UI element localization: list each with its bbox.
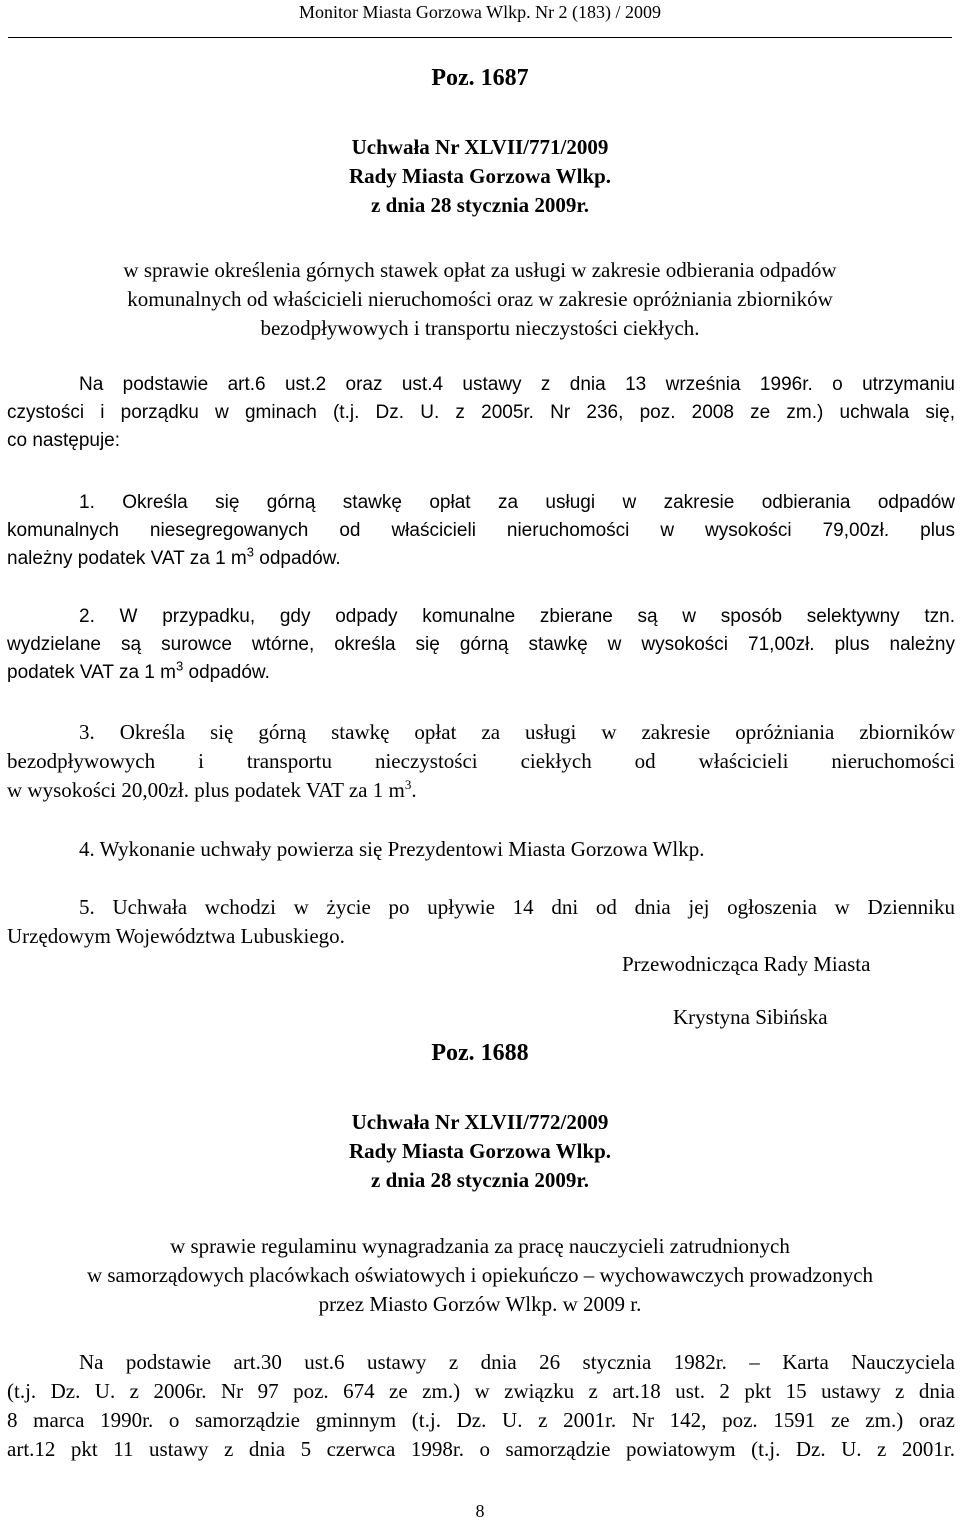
paragraph-line (7, 776, 955, 805)
paragraph-text: odpadów. (253, 548, 341, 569)
subject-line: w samorządowych placówkach oświatowych i opiekuńczo – wychowawczych prowadzonych (86, 1263, 874, 1287)
paragraph-line: 3. Określa się górną stawkę opłat za usługi w zakresie opróżniania zbiorników (79, 720, 955, 744)
subject-line: bezodpływowych i transportu nieczystości ciekłych. (260, 316, 700, 340)
signature-name: Krystyna Sibińska (673, 1005, 828, 1029)
resolution-date: z dnia 28 stycznia 2009r. (371, 193, 589, 217)
paragraph-line: wydzielane są surowce wtórne, określa się górną stawkę w wysokości 71,00zł. plus należny (7, 634, 955, 655)
resolution-subject (0, 256, 960, 343)
basis-line: Na podstawie art.6 ust.2 oraz ust.4 ustawy z dnia 13 września 1996r. o utrzymaniu (79, 374, 955, 395)
resolution-date: z dnia 28 stycznia 2009r. (371, 1168, 589, 1192)
paragraph-4 (7, 835, 955, 864)
subject-line: w sprawie określenia górnych stawek opłat za usługi w zakresie odbierania odpadów (123, 258, 837, 282)
paragraph-3 (7, 718, 955, 805)
basis-line: (t.j. Dz. U. z 2006r. Nr 97 poz. 674 ze zm.) w związku z art.18 ust. 2 pkt 15 ustawy z dnia (7, 1379, 955, 1403)
resolution-title (0, 133, 960, 220)
paragraph-line: 2. W przypadku, gdy odpady komunalne zbierane są w sposób selektywny tzn. (79, 606, 955, 627)
paragraph-line: 4. Wykonanie uchwały powierza się Prezydentowi Miasta Gorzowa Wlkp. (79, 837, 705, 861)
paragraph-line: bezodpływowych i transportu nieczystości ciekłych od właścicieli nieruchomości (7, 749, 955, 773)
subject-line: w sprawie regulaminu wynagradzania za pracę nauczycieli zatrudnionych (170, 1234, 790, 1258)
position-number: Poz. 1688 (431, 1040, 529, 1066)
basis-line: 8 marca 1990r. o samorządzie gminnym (t.j. Dz. U. z 2001r. Nr 142, poz. 1591 ze zm.) oraz (7, 1408, 955, 1432)
resolution-issuer: Rady Miasta Gorzowa Wlkp. (348, 164, 612, 188)
subject-line: komunalnych od właścicieli nieruchomości oraz w zakresie opróżniania zbiorników (127, 287, 833, 311)
basis-line: art.12 pkt 11 ustawy z dnia 5 czerwca 1998r. o samorządzie powiatowym (t.j. Dz. U. z 2001r. (7, 1437, 955, 1461)
resolution-subject (0, 1232, 960, 1319)
paragraph-line: 1. Określa się górną stawkę opłat za usługi w zakresie odbierania odpadów (79, 492, 955, 513)
legal-basis (7, 1348, 955, 1464)
paragraph-line: Urzędowym Województwa Lubuskiego. (7, 924, 345, 948)
header-rule (8, 37, 952, 38)
paragraph-line (7, 545, 955, 573)
superscript: 3 (246, 544, 254, 560)
paragraph-text: w wysokości 20,00zł. plus podatek VAT za 1 m (7, 778, 405, 802)
basis-line: czystości i porządku w gminach (t.j. Dz. U. z 2005r. Nr 236, poz. 2008 ze zm.) uchwala się, (7, 402, 955, 423)
paragraph-line: 5. Uchwała wchodzi w życie po upływie 14 dni od dnia jej ogłoszenia w Dzienniku (79, 895, 955, 919)
paragraph-2 (7, 603, 955, 687)
superscript: 3 (175, 658, 184, 674)
superscript: 3 (404, 777, 412, 792)
paragraph-line: komunalnych niesegregowanych od właścicieli nieruchomości w wysokości 79,00zł. plus (7, 520, 955, 541)
subject-line: przez Miasto Gorzów Wlkp. w 2009 r. (318, 1292, 642, 1316)
position-number: Poz. 1687 (431, 65, 529, 91)
signature-role: Przewodnicząca Rady Miasta (622, 952, 871, 976)
paragraph-text: podatek VAT za 1 m (7, 662, 176, 683)
paragraph-text: należny podatek VAT za 1 m (7, 548, 247, 569)
paragraph-text: odpadów. (183, 662, 270, 683)
page-number: 8 (475, 1501, 485, 1521)
legal-basis (7, 371, 955, 455)
paragraph-text: . (411, 778, 417, 802)
paragraph-5 (7, 893, 955, 951)
resolution-issuer: Rady Miasta Gorzowa Wlkp. (348, 1139, 612, 1163)
basis-line: co następuje: (7, 430, 121, 451)
paragraph-1 (7, 489, 955, 573)
paragraph-line (7, 659, 955, 687)
page-header (0, 0, 960, 39)
resolution-title (0, 1108, 960, 1195)
resolution-number: Uchwała Nr XLVII/772/2009 (351, 1110, 609, 1134)
basis-line: Na podstawie art.30 ust.6 ustawy z dnia 26 stycznia 1982r. – Karta Nauczyciela (79, 1350, 955, 1374)
resolution-number: Uchwała Nr XLVII/771/2009 (351, 135, 609, 159)
header-title: Monitor Miasta Gorzowa Wlkp. Nr 2 (183) / 2009 (298, 2, 662, 22)
